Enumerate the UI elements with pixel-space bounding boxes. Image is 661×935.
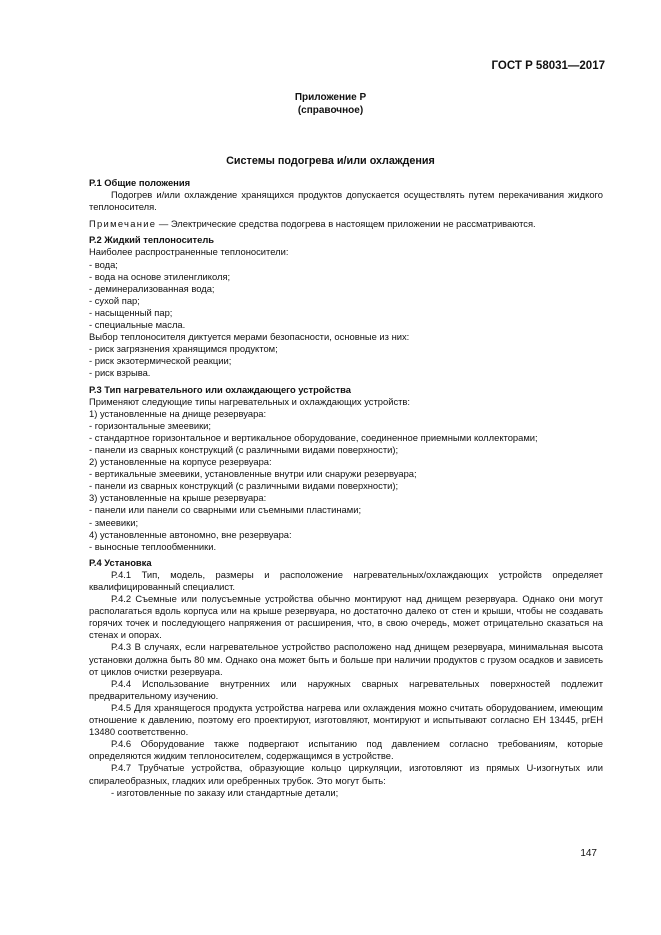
list-item: - вертикальные змеевики, установленные внутри или снаружи резервуара; (89, 468, 417, 480)
appendix-title: Приложение Р (294, 92, 367, 103)
list-item: - змеевики; (89, 516, 139, 528)
list-item: 1) установленные на днище резервуара: (89, 407, 267, 419)
page-number: 147 (580, 848, 597, 859)
list-group (89, 396, 603, 553)
list-item: - выносные теплообменники. (89, 540, 217, 552)
list-item: - стандартное горизонтальное и вертикальное оборудование, соединенное приемными коллекторами; (89, 431, 538, 443)
note (89, 218, 603, 230)
section-title: Системы подогрева и/или охлаждения (226, 155, 435, 167)
list-item: - горизонтальные змеевики; (89, 419, 212, 431)
paragraph: Р.4.1 Тип, модель, размеры и расположение нагревательных/охлаждающих устройств определяет квалифицированный специалист. (89, 568, 603, 592)
section-heading: Р.3 Тип нагревательного или охлаждающего устройства (89, 383, 351, 395)
list-item: - специальные масла. (89, 319, 186, 331)
list-group (89, 246, 603, 379)
appendix-subtitle: (справочное) (297, 105, 364, 116)
list-item: - панели или панели со сварными или съемными пластинами; (89, 504, 362, 516)
list-item: 2) установленные на корпусе резервуара: (89, 456, 272, 468)
paragraph: Р.4.3 В случаях, если нагревательное устройство расположено над днищем резервуара, минимальная высота установки должна быть 80 мм. Однако она может быть и больше при наличии продуктов с грузом осадков и зависеть от циклов очистки резервуара. (89, 641, 603, 677)
list-item: - насыщенный пар; (89, 306, 173, 318)
document-header: ГОСТ Р 58031—2017 (491, 60, 605, 72)
list-item: - риск загрязнения хранящимся продуктом; (89, 343, 278, 355)
paragraph: Подогрев и/или охлаждение хранящихся продуктов допускается осуществлять путем перекачивания жидкого теплоносителя. (89, 189, 603, 213)
note-text: — Электрические средства подогрева в настоящем приложении не рассматриваются. (156, 218, 536, 230)
list-item: - вода; (89, 258, 118, 270)
paragraph: Р.4.6 Оборудование также подвергают испытанию под давлением согласно требованиям, которые определяются жидким теплоносителем, содержащимся в устройстве. (89, 738, 603, 762)
list-item: - риск взрыва. (89, 367, 151, 379)
list-item: - деминерализованная вода; (89, 282, 215, 294)
list-item: Выбор теплоносителя диктуется мерами безопасности, основные из них: (89, 331, 410, 343)
list-item: - изготовленные по заказу или стандартные детали; (111, 786, 339, 798)
list-item: - панели из сварных конструкций (с различными видами поверхности); (89, 443, 399, 455)
section-heading: Р.4 Установка (89, 556, 152, 568)
paragraph: Р.4.4 Использование внутренних или наружных сварных нагревательных поверхностей подлежит предварительному изучению. (89, 677, 603, 701)
paragraph: Р.4.2 Съемные или полусъемные устройства обычно монтируют над днищем резервуара. Однако они могут располагаться вдоль корпуса или на крыше резервуара, но достаточно далеко от стен и крыши, чтобы не создавать горячих точек и последующего напряжения от расширения, что, в свою очередь, может отрицательно сказаться на стенах и опорах. (89, 593, 603, 641)
list-item: - панели из сварных конструкций (с различными видами поверхности); (89, 480, 399, 492)
list-item: Наиболее распространенные теплоносители: (89, 246, 289, 258)
list-item: - сухой пар; (89, 294, 140, 306)
note-label: Примечание (89, 218, 157, 230)
list-item: 3) установленные на крыше резервуара: (89, 492, 267, 504)
list-item: Применяют следующие типы нагревательных и охлаждающих устройств: (89, 395, 411, 407)
section-heading: Р.1 Общие положения (89, 177, 191, 188)
list-item: - вода на основе этиленгликоля; (89, 270, 231, 282)
list-item: - риск экзотермической реакции; (89, 355, 232, 367)
document-body (89, 177, 603, 799)
paragraph: Р.4.7 Трубчатые устройства, образующие кольцо циркуляции, изготовляют из прямых U-изогнутых или спиралеобразных, гладких или оребренных трубок. Это могут быть: (89, 762, 603, 786)
list-item: 4) установленные автономно, вне резервуара: (89, 528, 292, 540)
section-heading: Р.2 Жидкий теплоноситель (89, 234, 215, 246)
paragraph: Р.4.5 Для хранящегося продукта устройства нагрева или охлаждения можно считать оборудованием, имеющим отношение к давлению, поэтому его проектируют, изготовляют, монтируют и испытывают согласно ЕН 13445, prЕН 13480 соответственно. (89, 701, 603, 738)
